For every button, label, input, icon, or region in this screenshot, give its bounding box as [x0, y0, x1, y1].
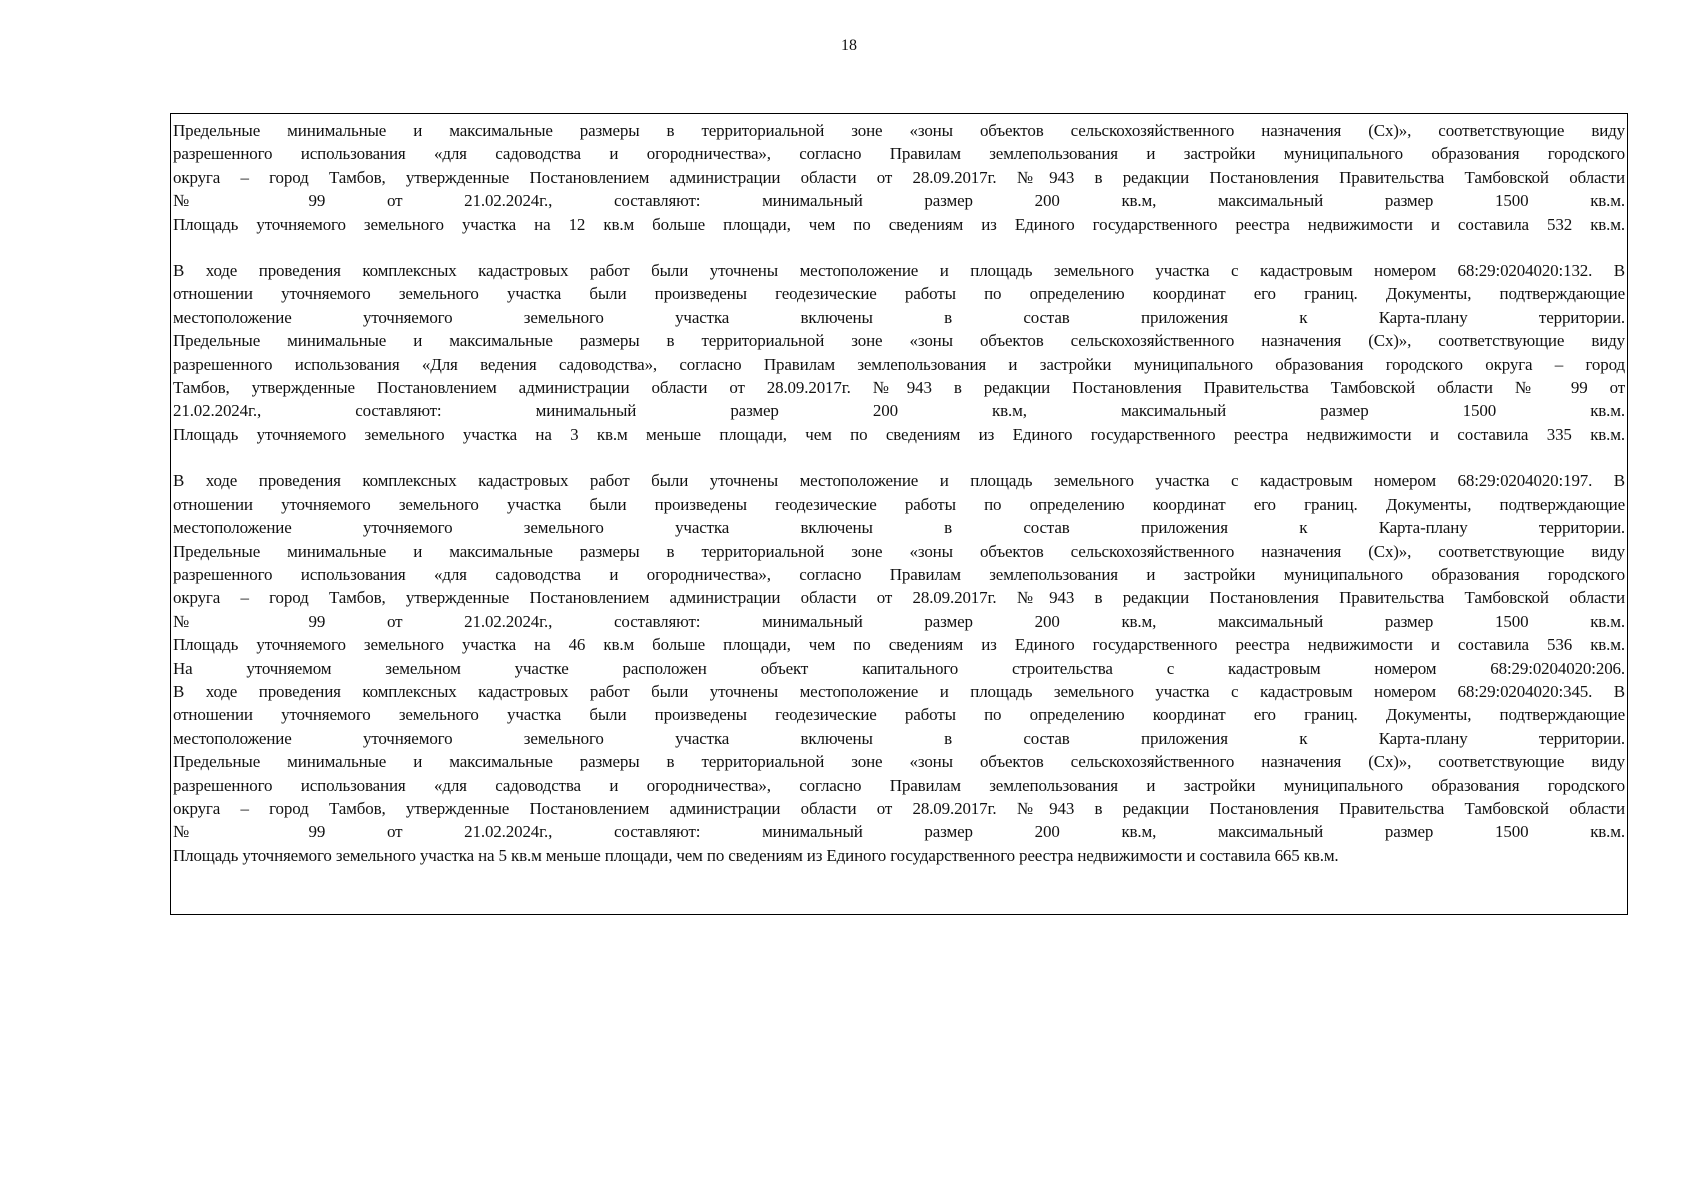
text-line: № 99 от 21.02.2024г., составляют: минимальный размер 200 кв.м, максимальный размер 1500 кв.м.	[173, 822, 1625, 842]
text-line: отношении уточняемого земельного участка были произведены геодезические работы по определению координат его границ. Документы, подтверждающие	[173, 284, 1625, 304]
text-line: отношении уточняемого земельного участка были произведены геодезические работы по определению координат его границ. Документы, подтверждающие	[173, 494, 1625, 514]
text-line: Площадь уточняемого земельного участка на 12 кв.м больше площади, чем по сведениям из Единого государственного реестра недвижимости и составила 532 кв.м.	[173, 214, 1625, 234]
text-line: 21.02.2024г., составляют: минимальный размер 200 кв.м, максимальный размер 1500 кв.м.	[173, 401, 1625, 421]
text-line: местоположение уточняемого земельного участка включены в состав приложения к Карта-плану территории.	[173, 728, 1625, 748]
text-line: № 99 от 21.02.2024г., составляют: минимальный размер 200 кв.м, максимальный размер 1500 кв.м.	[173, 611, 1625, 631]
document-text-frame	[170, 113, 1628, 915]
text-line: № 99 от 21.02.2024г., составляют: минимальный размер 200 кв.м, максимальный размер 1500 кв.м.	[173, 191, 1625, 211]
text-line: В ходе проведения комплексных кадастровых работ были уточнены местоположение и площадь земельного участка с кадастровым номером 68:29:0204020:345. В	[173, 681, 1625, 701]
text-line: Площадь уточняемого земельного участка на 46 кв.м больше площади, чем по сведениям из Единого государственного реестра недвижимости и составила 536 кв.м.	[173, 635, 1625, 655]
text-line: Тамбов, утвержденные Постановлением администрации области от 28.09.2017г. №943 в редакции Постановления Правительства Тамбовской области № 99 от	[173, 378, 1625, 398]
text-line: разрешенного использования «Для ведения садоводства», согласно Правилам землепользования и застройки муниципального образования городского округа – город	[173, 354, 1625, 374]
text-line: округа – город Тамбов, утвержденные Постановлением администрации области от 28.09.2017г. №943 в редакции Постановления Правительства Тамбовской области	[173, 167, 1625, 187]
text-line: округа – город Тамбов, утвержденные Постановлением администрации области от 28.09.2017г. №943 в редакции Постановления Правительства Тамбовской области	[173, 798, 1625, 818]
text-line: Предельные минимальные и максимальные размеры в территориальной зоне «зоны объектов сельскохозяйственного назначения (Сх)», соответствующие виду	[173, 331, 1625, 351]
paragraph-block-1	[173, 119, 1625, 236]
text-line: Предельные минимальные и максимальные размеры в территориальной зоне «зоны объектов сельскохозяйственного назначения (Сх)», соответствующие виду	[173, 752, 1625, 772]
text-line: На уточняемом земельном участке расположен объект капитального строительства с кадастровым номером 68:29:0204020:206.	[173, 658, 1625, 678]
text-line: Площадь уточняемого земельного участка на 3 кв.м меньше площади, чем по сведениям из Единого государственного реестра недвижимости и составила 335 кв.м.	[173, 424, 1625, 444]
text-line: В ходе проведения комплексных кадастровых работ были уточнены местоположение и площадь земельного участка с кадастровым номером 68:29:0204020:132. В	[173, 261, 1625, 281]
paragraph-block-2	[173, 259, 1625, 446]
text-line: местоположение уточняемого земельного участка включены в состав приложения к Карта-плану территории.	[173, 307, 1625, 327]
text-line: отношении уточняемого земельного участка были произведены геодезические работы по определению координат его границ. Документы, подтверждающие	[173, 705, 1625, 725]
text-line: местоположение уточняемого земельного участка включены в состав приложения к Карта-плану территории.	[173, 518, 1625, 538]
text-line: В ходе проведения комплексных кадастровых работ были уточнены местоположение и площадь земельного участка с кадастровым номером 68:29:0204020:197. В	[173, 471, 1625, 491]
text-line: Площадь уточняемого земельного участка на 5 кв.м меньше площади, чем по сведениям из Единого государственного реестра недвижимости и составила 665 кв.м.	[173, 845, 1339, 865]
paragraph-block-3	[173, 469, 1625, 867]
text-line: разрешенного использования «для садоводства и огородничества», согласно Правилам землепользования и застройки муниципального образования городского	[173, 144, 1625, 164]
text-line: Предельные минимальные и максимальные размеры в территориальной зоне «зоны объектов сельскохозяйственного назначения (Сх)», соответствующие виду	[173, 121, 1625, 140]
text-line: округа – город Тамбов, утвержденные Постановлением администрации области от 28.09.2017г. №943 в редакции Постановления Правительства Тамбовской области	[173, 588, 1625, 608]
text-line: разрешенного использования «для садоводства и огородничества», согласно Правилам землепользования и застройки муниципального образования городского	[173, 775, 1625, 795]
page-number: 18	[841, 37, 857, 54]
text-line: разрешенного использования «для садоводства и огородничества», согласно Правилам землепользования и застройки муниципального образования городского	[173, 564, 1625, 584]
text-line: Предельные минимальные и максимальные размеры в территориальной зоне «зоны объектов сельскохозяйственного назначения (Сх)», соответствующие виду	[173, 541, 1625, 561]
